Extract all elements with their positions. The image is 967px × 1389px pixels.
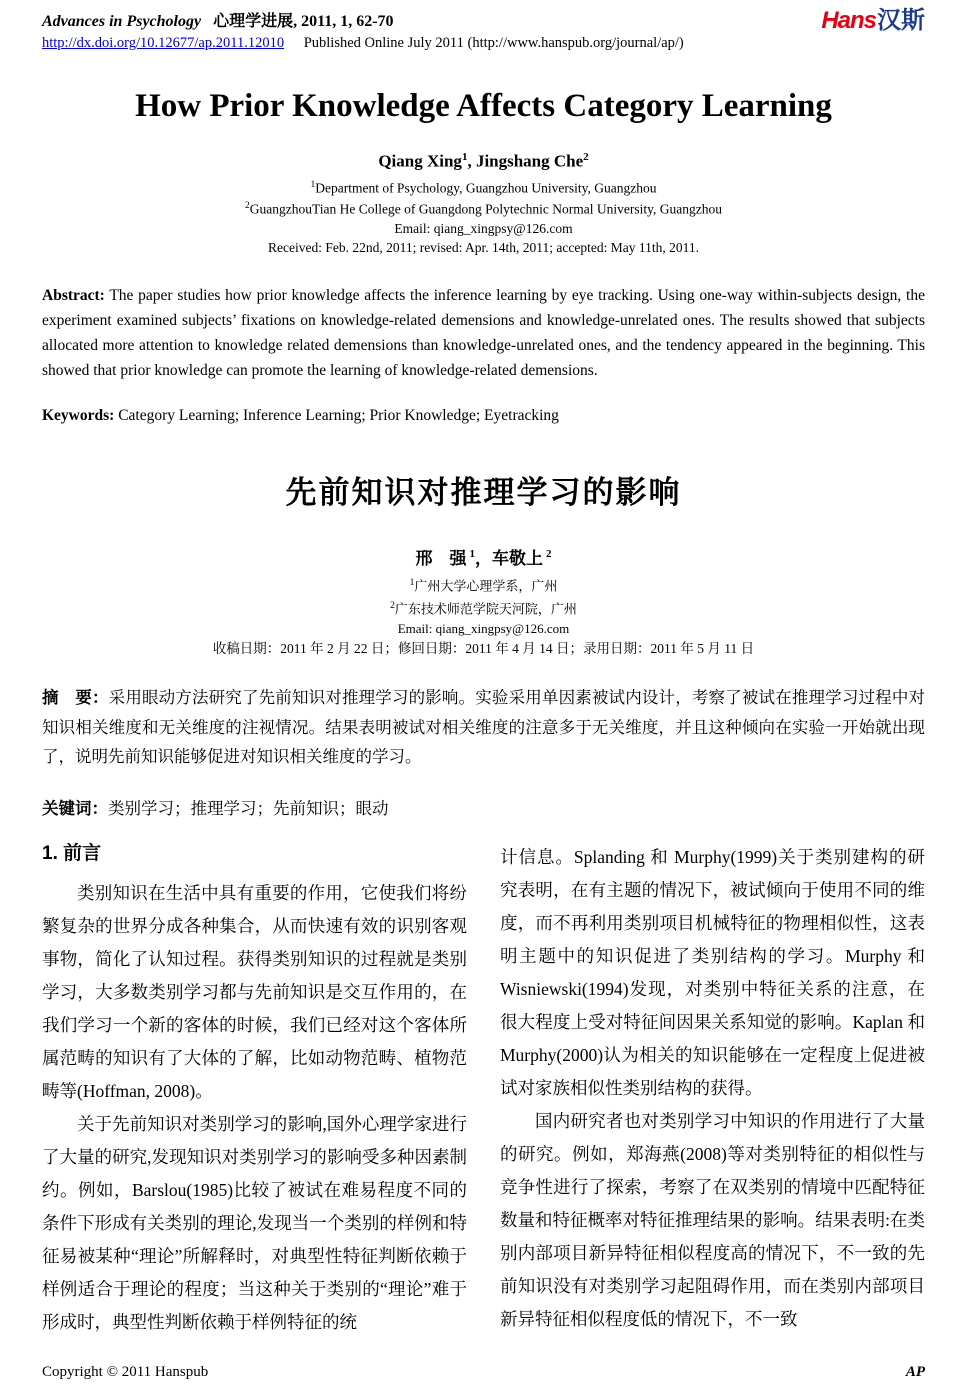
hans-logo-zh: 汉斯 [877,7,925,34]
keywords-zh-label: 关键词： [42,800,108,819]
affiliation-zh-2-text: 广东技术师范学院天河院，广州 [394,601,577,617]
abstract-zh [42,683,925,771]
author-zh-2-sup: 2 [546,548,552,560]
abstract-zh-text: 采用眼动方法研究了先前知识对推理学习的影响。实验采用单因素被试内设计，考察了被试在推理学习过程中对知识相关维度和无关维度的注视情况。结果表明被试对相关维度的注意多于无关维度，并且这种倾向在实验一开始就出现了，说明先前知识能够促进对知识相关维度的学习。 [42,688,926,767]
page-header [42,8,925,52]
abstract-zh-label: 摘 要： [42,689,109,708]
abstract-en-text: The paper studies how prior knowledge affects the inference learning by eye tracking. Using one-way within-subjects design, the experiment examined subjects’ fixations on knowledge-related demensions and knowledge-unrelated ones. The results showed that subjects allocated more attention to knowledge related demensions than knowledge-unrelated ones, and the tendency appeared in the beginning. This showed that prior knowledge can promote the learning of knowledge-related demensions. [42,286,925,379]
author-en-2-sup: 2 [583,151,589,163]
received-line-en: Received: Feb. 22nd, 2011; revised: Apr. 14th, 2011; accepted: May 11th, 2011. [267,239,700,255]
author-zh-2: ，车敬上 [475,548,543,568]
affiliation-en-1-sup: 1 [310,179,316,190]
intro-paragraph-2: 关于先前知识对类别学习的影响,国外心理学家进行了大量的研究,发现知识对类别学习的影响受多种因素制约。例如，Barslou(1985)比较了被试在难易程度不同的条件下形成有关类别的理论,发现当一个类别的样例和特征易被某种“理论”所解释时，对典型性特征判断依赖于样例适合于理论的程度；当这种关于类别的“理论”难于形成时，典型性判断依赖于样例特征的统 [42,1114,467,1333]
affiliation-en-2-text: GuangzhouTian He College of Guangdong Polytechnic Normal University, Guangzhou [249,201,722,217]
author-en-1: Qiang Xing [378,151,462,171]
published-note: Published Online July 2011 (http://www.hanspub.org/journal/ap/) [303,35,684,51]
email-en: Email: qiang_xingpsy@126.com [394,220,573,236]
author-en-1-sup: 1 [461,151,468,163]
paper-title-en: How Prior Knowledge Affects Category Learning [135,88,832,124]
journal-abbreviation: AP [905,1364,925,1380]
author-en-2: , Jingshang Che [467,151,584,171]
author-zh-1: 邢 强 [415,548,467,568]
hans-logo [821,8,925,34]
dates-line-zh: 收稿日期：2011 年 2 月 22 日；修回日期：2011 年 4 月 14 日；录用日期：2011 年 5 月 11 日 [212,641,755,657]
affiliation-en-2 [42,197,925,219]
keywords-en-text: Category Learning; Inference Learning; Prior Knowledge; Eyetracking [114,406,559,424]
section-heading: 1. 前言 [42,843,102,865]
journal-publish-line [42,35,684,52]
affiliation-zh-1-sup: 1 [409,577,415,588]
intro-right-column [500,841,925,1339]
affiliation-en-2-sup: 2 [245,201,250,212]
section-introduction [42,841,925,1339]
page-footer [42,1364,925,1381]
affiliation-zh-2-sup: 2 [390,600,395,611]
authors-zh [42,544,925,569]
affiliation-en-1 [42,176,925,198]
abstract-en [42,283,925,383]
copyright-notice: Copyright © 2011 Hanspub [42,1364,209,1380]
affiliation-zh-1-text: 广州大学心理学系，广州 [414,577,558,593]
journal-title-en: Advances in Psychology [42,13,202,30]
paper-title-zh: 先前知识对推理学习的影响 [285,474,682,510]
author-zh-1-sup: 1 [469,548,475,560]
intro-paragraph-3: 国内研究者也对类别学习中知识的作用进行了大量的研究。例如，郑海燕(2008)等对类别特征的相似性与竞争性进行了探索，考察了在双类别的情境中匹配特征数量和特征概率对特征推理结果的影响。结果表明:在类别内部项目新异特征相似程度高的情况下，不一致的先前知识没有对类别学习起阻碍作用，而在类别内部项目新异特征相似程度低的情况下，不一致 [500,1111,925,1330]
affiliation-en-1-text: Department of Psychology, Guangzhou University, Guangzhou [315,180,657,196]
authors-en [42,151,925,172]
keywords-zh-text: 类别学习；推理学习；先前知识；眼动 [108,799,389,819]
keywords-en [42,407,925,425]
intro-paragraph-2-continued: 计信息。Splanding 和 Murphy(1999)关于类别建构的研究表明，在有主题的情况下，被试倾向于使用不同的维度，而不再利用类别项目机械特征的物理相似性，这表明主题中的知识促进了类别结构的学习。Murphy 和 Wisniewski(1994)发现，对类别中特征关系的注意，在很大程度上受对特征间因果关系知觉的影响。Kaplan 和 Murphy(2000)认为相关的知识能够在一定程度上促进被试对家族相似性类别结构的获得。 [500,847,925,1099]
keywords-en-label: Keywords: [42,406,115,424]
journal-title-line [42,8,684,31]
intro-paragraph-1: 类别知识在生活中具有重要的作用，它使我们将纷繁复杂的世界分成各种集合，从而快速有效的识别客观事物，简化了认知过程。获得类别知识的过程就是类别学习，大多数类别学习都与先前知识是交互作用的，在我们学习一个新的客体的时候，我们已经对这个客体所属范畴的知识有了大体的了解，比如动物范畴、植物范畴等(Hoffman, 2008)。 [42,883,467,1102]
hans-logo-en: Hans [821,7,876,34]
email-zh: Email: qiang_xingpsy@126.com [397,621,570,637]
affiliation-zh-2 [42,596,925,619]
affiliations-en [42,176,925,257]
doi-link[interactable]: http://dx.doi.org/10.12677/ap.2011.12010 [42,35,285,51]
abstract-en-label: Abstract: [42,286,105,304]
journal-title-zh: 心理学进展, 2011, 1, 62-70 [213,13,394,30]
affiliation-zh-1 [42,573,925,596]
keywords-zh [42,795,925,819]
intro-left-column [42,841,467,1339]
affiliations-zh [42,573,925,660]
journal-info [42,8,684,52]
